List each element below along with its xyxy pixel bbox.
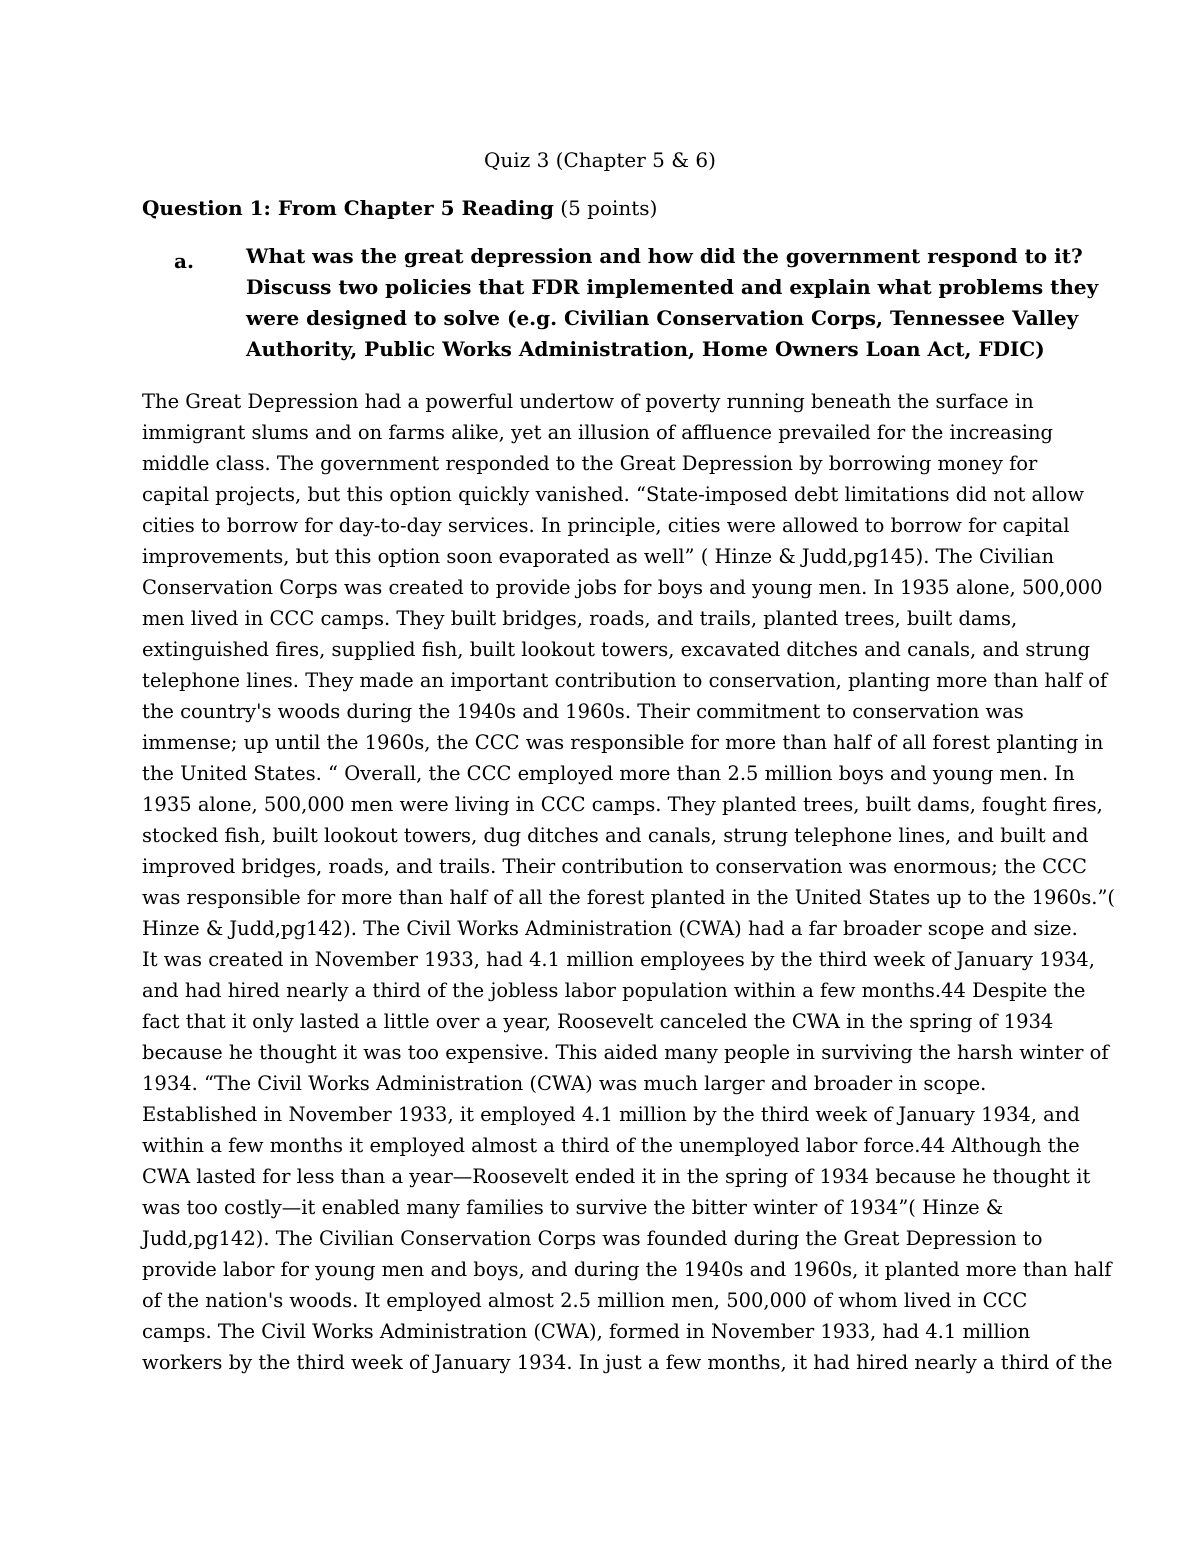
answer-line: immigrant slums and on farms alike, yet an illusion of affluence prevailed for the increasing xyxy=(142,421,1054,444)
answer-line: immense; up until the 1960s, the CCC was responsible for more than half of all forest planting in xyxy=(142,731,1104,754)
page-title xyxy=(0,146,1200,174)
answer-line: the country's woods during the 1940s and 1960s. Their commitment to conservation was xyxy=(142,700,1024,723)
answer-line: telephone lines. They made an important contribution to conservation, planting more than half of xyxy=(142,669,1108,692)
answer-line: Judd,pg142). The Civilian Conservation Corps was founded during the Great Depression to xyxy=(142,1227,1043,1250)
answer-line-tail: The Civilian xyxy=(935,545,1055,568)
answer-line: improved bridges, roads, and trails. Their contribution to conservation was enormous; the CCC xyxy=(142,855,1087,878)
question-label: Question 1: From Chapter 5 Reading xyxy=(142,196,554,220)
answer-line: Established in November 1933, it employed 4.1 million by the third week of January 1934, and xyxy=(142,1103,1080,1126)
answer-line: of the nation's woods. It employed almost 2.5 million men, 500,000 of whom lived in CCC xyxy=(142,1289,1028,1312)
answer-line: stocked fish, built lookout towers, dug ditches and canals, strung telephone lines, and built and xyxy=(142,824,1089,847)
answer-line: and had hired nearly a third of the jobless labor population within a few months.44 Despite the xyxy=(142,979,1086,1002)
question-prompt xyxy=(246,241,1099,365)
title-text: Quiz 3 (Chapter 5 & 6) xyxy=(484,148,716,172)
answer-line: capital projects, but this option quickly vanished. “State-imposed debt limitations did not allow xyxy=(142,483,1085,506)
answer-line: was responsible for more than half of all the forest planted in the United States up to the 1960s.”( xyxy=(142,886,1116,909)
answer-line: Conservation Corps was created to provide jobs for boys and young men. In 1935 alone, 500,000 xyxy=(142,576,1103,599)
answer-line: extinguished fires, supplied fish, built lookout towers, excavated ditches and canals, and strung xyxy=(142,638,1091,661)
answer-line: CWA lasted for less than a year—Roosevelt ended it in the spring of 1934 because he thought it xyxy=(142,1165,1091,1188)
answer-line: cities to borrow for day-to-day services. In principle, cities were allowed to borrow for capital xyxy=(142,514,1070,537)
answer-line: middle class. The government responded to the Great Depression by borrowing money for xyxy=(142,452,1038,475)
prompt-line: What was the great depression and how did the government respond to it? xyxy=(246,244,1083,268)
question-points: (5 points) xyxy=(553,196,658,220)
prompt-line: Discuss two policies that FDR implemented and explain what problems they xyxy=(246,275,1099,299)
answer-line: the United States. “ Overall, the CCC employed more than 2.5 million boys and young men. In xyxy=(142,762,1075,785)
answer-line: within a few months it employed almost a third of the unemployed labor force.44 Although the xyxy=(142,1134,1080,1157)
prompt-line: were designed to solve (e.g. Civilian Conservation Corps, Tennessee Valley xyxy=(246,306,1079,330)
answer-line: because he thought it was too expensive. This aided many people in surviving the harsh winter of xyxy=(142,1041,1109,1064)
answer-line: was too costly—it enabled many families to survive the bitter winter of 1934”( Hinze & xyxy=(142,1196,1004,1219)
question-heading xyxy=(142,194,657,222)
answer-paragraph xyxy=(142,386,1116,1378)
answer-line: The Great Depression had a powerful undertow of poverty running beneath the surface in xyxy=(142,390,1034,413)
answer-line: fact that it only lasted a little over a year, Roosevelt canceled the CWA in the spring of 1934 xyxy=(142,1010,1054,1033)
answer-line: camps. The Civil Works Administration (CWA), formed in November 1933, had 4.1 million xyxy=(142,1320,1031,1343)
answer-line: men lived in CCC camps. They built bridges, roads, and trails, planted trees, built dams, xyxy=(142,607,1018,630)
answer-line: workers by the third week of January 1934. In just a few months, it had hired nearly a third of the xyxy=(142,1351,1113,1374)
answer-line: provide labor for young men and boys, and during the 1940s and 1960s, it planted more than half xyxy=(142,1258,1112,1281)
answer-line: 1934. “The Civil Works Administration (CWA) was much larger and broader in scope. xyxy=(142,1072,987,1095)
answer-line: Hinze & Judd,pg142). The Civil Works Administration (CWA) had a far broader scope and size. xyxy=(142,917,1078,940)
answer-line: It was created in November 1933, had 4.1 million employees by the third week of January 1934, xyxy=(142,948,1095,971)
answer-line: 1935 alone, 500,000 men were living in CCC camps. They planted trees, built dams, fought fires, xyxy=(142,793,1103,816)
prompt-line: Authority, Public Works Administration, Home Owners Loan Act, FDIC) xyxy=(246,337,1045,361)
answer-line-citation xyxy=(142,541,1082,572)
answer-line-main: improvements, but this option soon evaporated as well” ( Hinze & Judd,pg145). xyxy=(142,545,930,568)
prompt-marker: a. xyxy=(174,249,194,273)
